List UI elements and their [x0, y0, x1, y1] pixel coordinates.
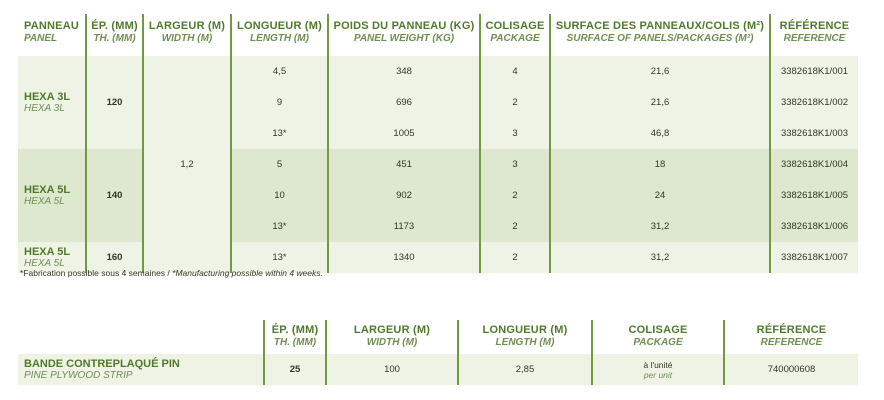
header-reference: RÉFÉRENCE REFERENCE: [724, 320, 858, 354]
panel-table: [18, 14, 858, 273]
surface-cell: 31,2: [550, 242, 770, 273]
length-cell: 5: [231, 149, 328, 180]
header-package: COLISAGE PACKAGE: [592, 320, 724, 354]
package-cell: 2: [480, 211, 550, 242]
panel-name-cell: HEXA 5L HEXA 5L: [18, 242, 86, 273]
weight-cell: 1005: [328, 118, 480, 149]
header-length: LONGUEUR (M) LENGTH (M): [231, 14, 328, 56]
weight-cell: 348: [328, 56, 480, 87]
strip-table: [18, 320, 858, 385]
reference-cell: 3382618K1/007: [770, 242, 858, 273]
weight-cell: 902: [328, 180, 480, 211]
package-cell: 2: [480, 87, 550, 118]
reference-cell: 3382618K1/001: [770, 56, 858, 87]
footnote-fr: *Fabrication possible sous 4 semaines /: [20, 268, 173, 278]
reference-cell: 740000608: [724, 354, 858, 385]
package-cell: à l'unité per unit: [592, 354, 724, 385]
strip-table-header: [18, 320, 858, 354]
header-width: LARGEUR (M) WIDTH (M): [326, 320, 458, 354]
surface-cell: 18: [550, 149, 770, 180]
package-cell: 2: [480, 242, 550, 273]
package-cell: 2: [480, 180, 550, 211]
header-thickness: ÉP. (MM) TH. (MM): [86, 14, 143, 56]
width-cell: 1,2: [143, 56, 231, 273]
thickness-cell: 160: [86, 242, 143, 273]
surface-cell: 24: [550, 180, 770, 211]
weight-cell: 451: [328, 149, 480, 180]
header-blank: [18, 320, 264, 354]
length-cell: 13*: [231, 118, 328, 149]
reference-cell: 3382618K1/003: [770, 118, 858, 149]
thickness-cell: 120: [86, 56, 143, 149]
weight-cell: 696: [328, 87, 480, 118]
thickness-cell: 25: [264, 354, 326, 385]
header-package: COLISAGE PACKAGE: [480, 14, 550, 56]
header-reference: RÉFÉRENCE REFERENCE: [770, 14, 858, 56]
surface-cell: 46,8: [550, 118, 770, 149]
package-cell: 3: [480, 118, 550, 149]
length-cell: 4,5: [231, 56, 328, 87]
footnote-en: *Manufacturing possible within 4 weeks.: [172, 268, 323, 278]
header-panel: PANNEAU PANEL: [24, 20, 79, 44]
surface-cell: 31,2: [550, 211, 770, 242]
length-cell: 9: [231, 87, 328, 118]
footnote: [20, 268, 323, 278]
package-cell: 3: [480, 149, 550, 180]
reference-cell: 3382618K1/002: [770, 87, 858, 118]
weight-cell: 1173: [328, 211, 480, 242]
length-cell: 13*: [231, 242, 328, 273]
panel-table-header: [18, 14, 858, 56]
reference-cell: 3382618K1/004: [770, 149, 858, 180]
table-row: [18, 56, 858, 87]
thickness-cell: 140: [86, 149, 143, 242]
header-surface: SURFACE DES PANNEAUX/COLIS (M²) SURFACE OF PANELS/PACKAGES (M²): [550, 14, 770, 56]
panel-name-cell: HEXA 5L HEXA 5L: [18, 149, 86, 242]
table-row: [18, 354, 858, 385]
header-weight: POIDS DU PANNEAU (KG) PANEL WEIGHT (KG): [328, 14, 480, 56]
width-cell: 100: [326, 354, 458, 385]
strip-name-cell: BANDE CONTREPLAQUÉ PIN PINE PLYWOOD STRIP: [18, 354, 264, 385]
surface-cell: 21,6: [550, 56, 770, 87]
length-cell: 2,85: [458, 354, 592, 385]
length-cell: 10: [231, 180, 328, 211]
reference-cell: 3382618K1/005: [770, 180, 858, 211]
weight-cell: 1340: [328, 242, 480, 273]
reference-cell: 3382618K1/006: [770, 211, 858, 242]
header-length: LONGUEUR (M) LENGTH (M): [458, 320, 592, 354]
panel-name-cell: HEXA 3L HEXA 3L: [18, 56, 86, 149]
header-width: LARGEUR (M) WIDTH (M): [143, 14, 231, 56]
length-cell: 13*: [231, 211, 328, 242]
package-cell: 4: [480, 56, 550, 87]
header-thickness: ÉP. (MM) TH. (MM): [264, 320, 326, 354]
surface-cell: 21,6: [550, 87, 770, 118]
